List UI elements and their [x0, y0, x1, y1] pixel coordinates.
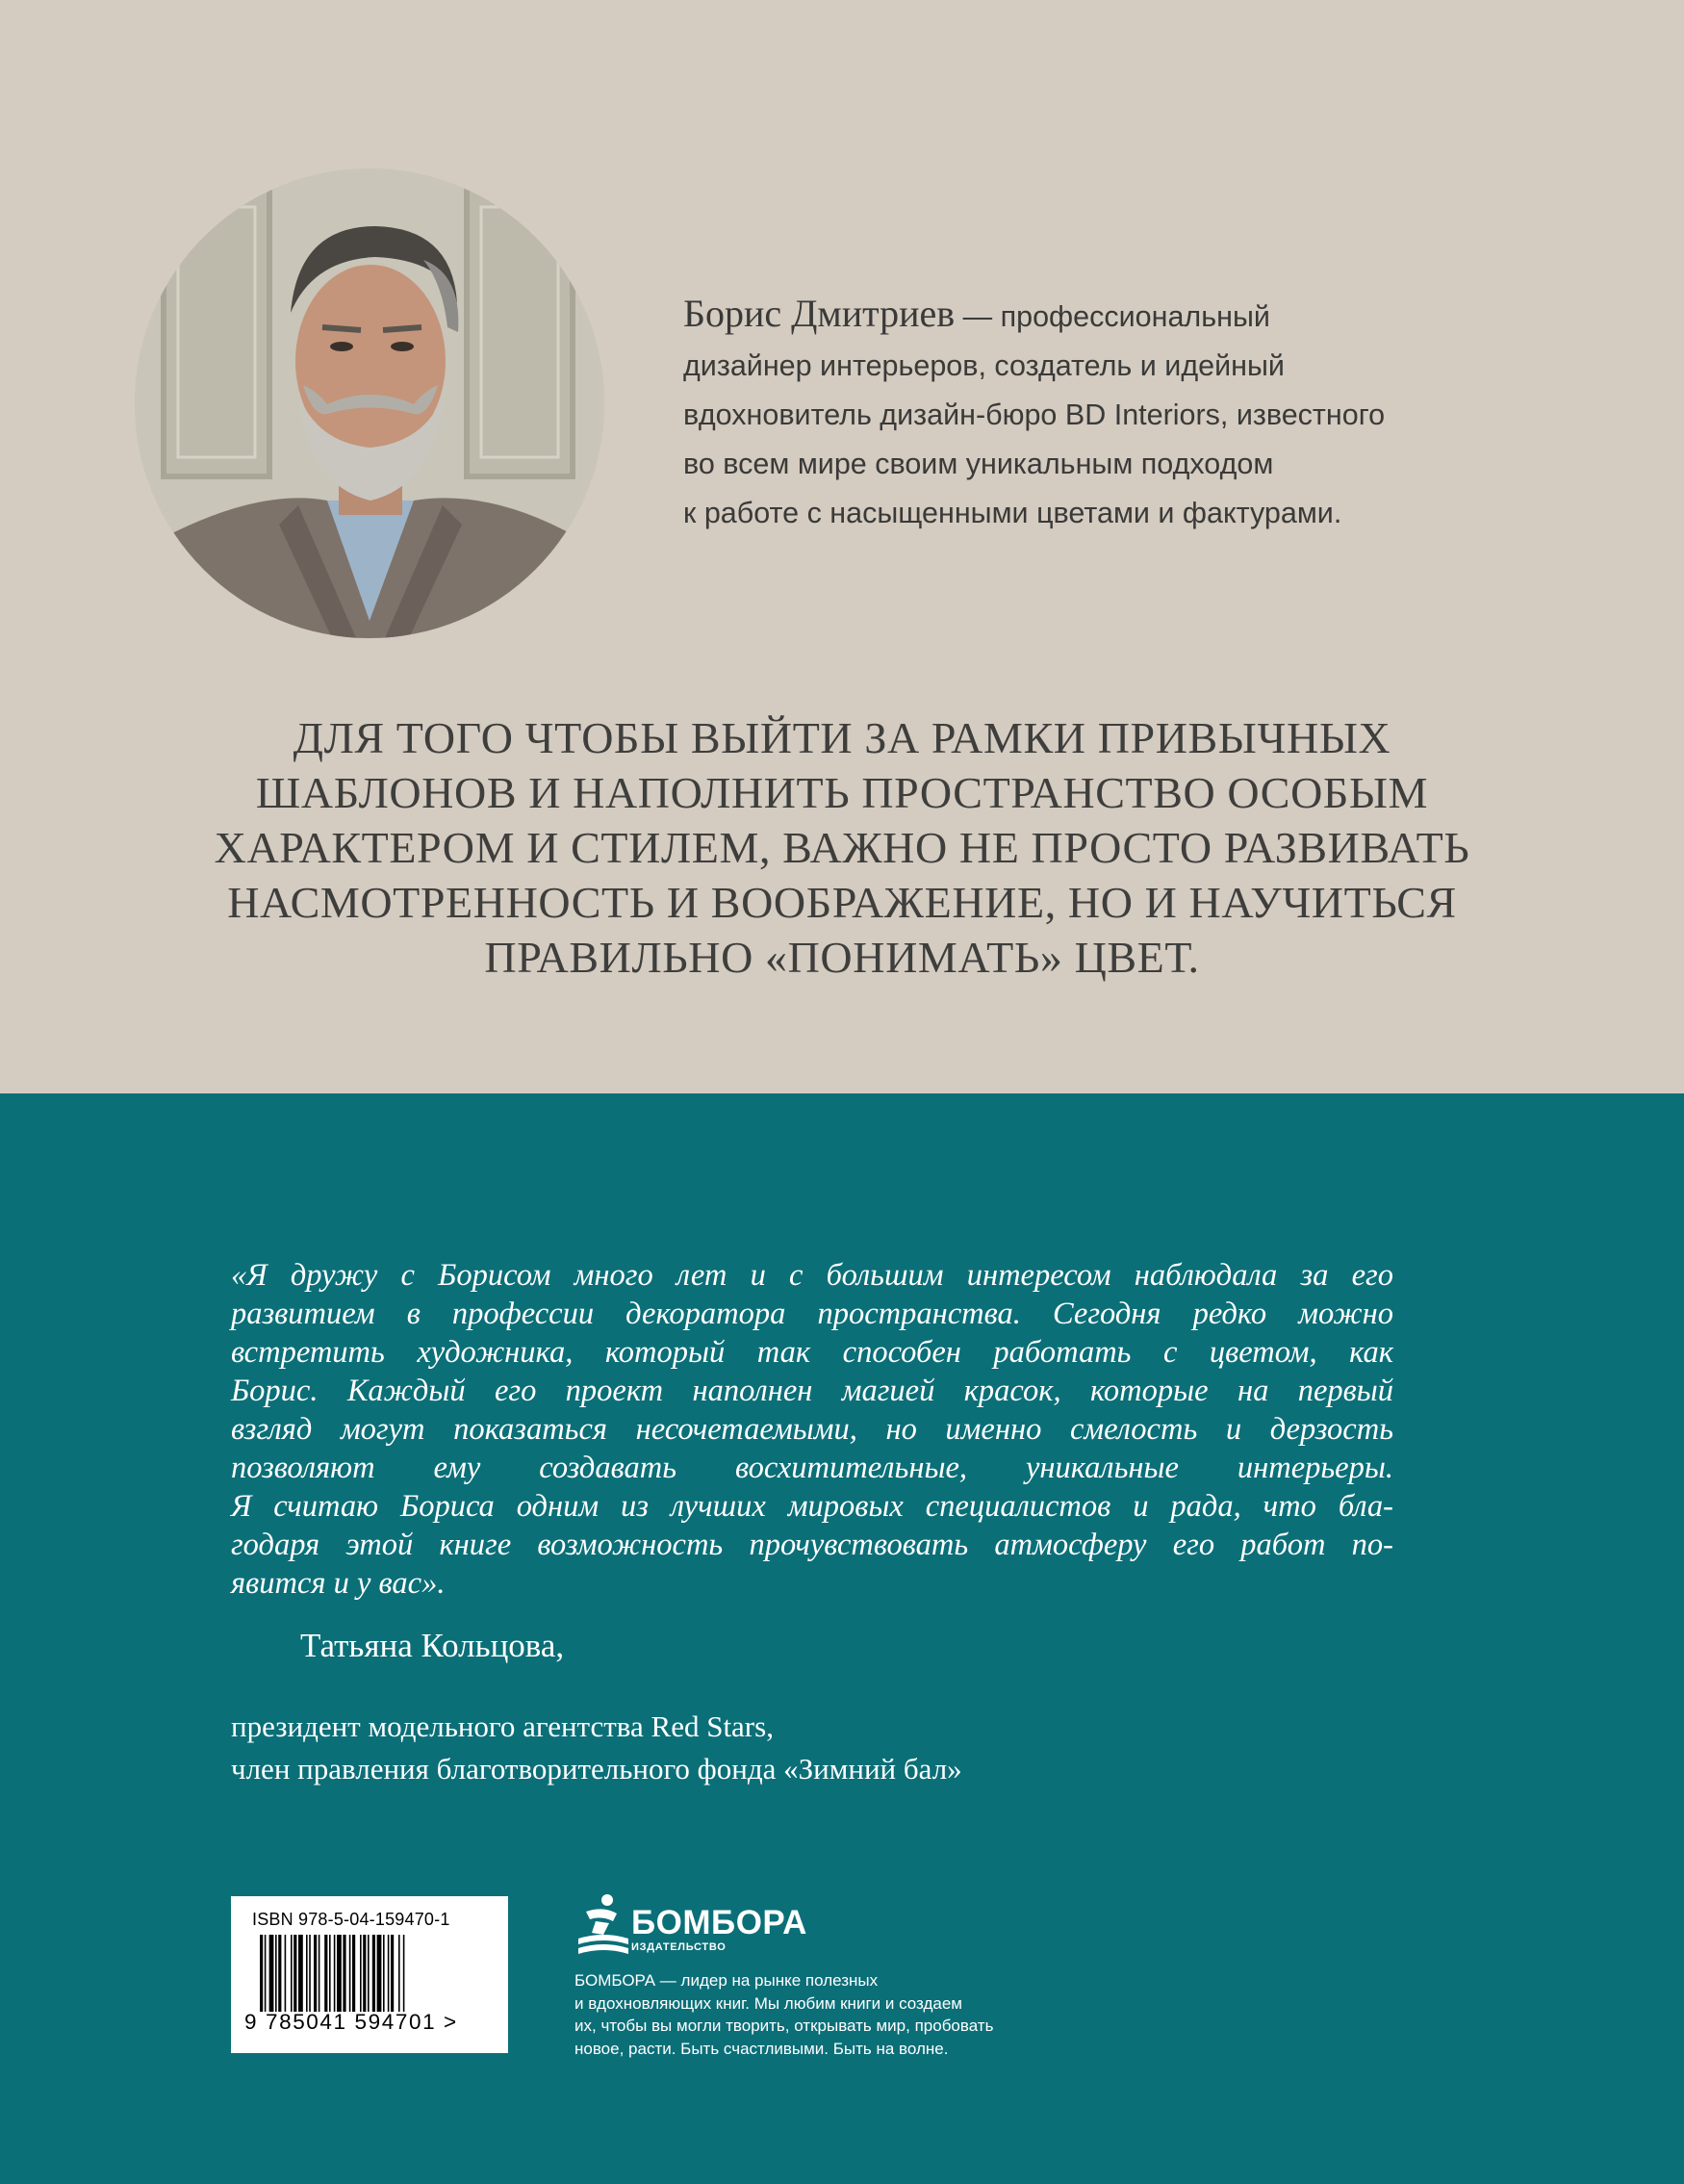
barcode-bar	[260, 1935, 263, 2012]
headline-line: ХАРАКТЕРОМ И СТИЛЕМ, ВАЖНО НЕ ПРОСТО РАЗВИВАТЬ	[214, 823, 1470, 872]
quote-line: явится и у вас».	[231, 1566, 446, 1601]
quote-line: «Я дружу с Борисом много лет и с большим интересом наблюдала за его	[231, 1258, 1393, 1293]
headline-line: НАСМОТРЕННОСТЬ И ВООБРАЖЕНИЕ, НО И НАУЧИТЬСЯ	[227, 878, 1457, 927]
headline-line: ДЛЯ ТОГО ЧТОБЫ ВЫЙТИ ЗА РАМКИ ПРИВЫЧНЫХ	[293, 713, 1391, 762]
barcode-bar	[403, 1935, 405, 2012]
headline-line: ШАБЛОНОВ И НАПОЛНИТЬ ПРОСТРАНСТВО ОСОБЫМ	[255, 768, 1429, 817]
quote-line: встретить художника, который так способен работать с цветом, как	[231, 1335, 1393, 1370]
barcode-bar	[377, 1935, 382, 2012]
bio-line: вдохновитель дизайн-бюро BD Interiors, известного	[683, 398, 1386, 431]
bio-dash-text: — профессиональный	[955, 300, 1270, 333]
author-bio	[683, 289, 1549, 538]
headline-line: ПРАВИЛЬНО «ПОНИМАТЬ» ЦВЕТ.	[484, 933, 1200, 982]
publisher-description-line: БОМБОРА — лидер на рынке полезных	[574, 1971, 879, 1990]
attribution-name: Татьяна Кольцова,	[300, 1627, 565, 1664]
isbn-text: ISBN 978-5-04-159470-1	[252, 1910, 450, 1929]
barcode-bar	[363, 1935, 366, 2012]
publisher-description-line: новое, расти. Быть счастливыми. Быть на волне.	[574, 2039, 949, 2058]
barcode-bar	[275, 1935, 277, 2012]
author-portrait-icon	[135, 168, 604, 638]
quote-line: взгляд могут показаться несочетаемыми, но именно смелость и дерзость	[231, 1412, 1393, 1447]
barcode-bar	[372, 1935, 375, 2012]
quote-line: Борис. Каждый его проект наполнен магией красок, которые на первый	[231, 1374, 1393, 1408]
barcode-bar	[388, 1935, 390, 2012]
barcode-bar	[319, 1935, 320, 2012]
barcode-bar	[334, 1935, 336, 2012]
bio-line: к работе с насыщенными цветами и фактурами.	[683, 497, 1342, 529]
bio-line: во всем мире своим уникальным подходом	[683, 448, 1274, 480]
publisher-subtitle: ИЗДАТЕЛЬСТВО	[631, 1941, 727, 1953]
barcode-bar	[368, 1935, 370, 2012]
barcode-bar	[314, 1935, 317, 2012]
publisher-name: БОМБОРА	[631, 1904, 807, 1941]
barcode-bar	[398, 1935, 400, 2012]
barcode-bar	[337, 1935, 342, 2012]
author-name: Борис Дмитриев	[683, 292, 956, 335]
barcode-bar	[278, 1935, 281, 2012]
quote-line: позволяют ему создавать восхитительные, уникальные интерьеры.	[231, 1451, 1393, 1485]
barcode-bar	[383, 1935, 385, 2012]
barcode-bar	[291, 1935, 293, 2012]
bio-line: дизайнер интерьеров, создатель и идейный	[683, 349, 1285, 382]
barcode-bar	[343, 1935, 345, 2012]
barcode-bar	[360, 1935, 362, 2012]
barcode-bar	[352, 1935, 355, 2012]
barcode-bar	[391, 1935, 394, 2012]
attribution-role: президент модельного агентства Red Stars,	[231, 1709, 774, 1743]
barcode-digits: 9 785041 594701 >	[244, 2010, 458, 2034]
barcode-bar	[349, 1935, 351, 2012]
barcode-bar	[298, 1935, 303, 2012]
publisher-description-line: их, чтобы вы могли творить, открывать мир, пробовать	[574, 2017, 994, 2035]
barcode-bar	[306, 1935, 308, 2012]
quote-line: развитием в профессии декоратора пространства. Сегодня редко можно	[231, 1297, 1393, 1331]
headline	[77, 710, 1607, 985]
barcode-bar	[293, 1935, 296, 2012]
barcode-bar	[285, 1935, 287, 2012]
quote-line: годаря этой книге возможность прочувствовать атмосферу его работ по-	[231, 1528, 1393, 1562]
publisher-description-line: и вдохновляющих книг. Мы любим книги и создаем	[574, 1993, 962, 2013]
barcode-bar	[265, 1935, 267, 2012]
barcode-bars-icon	[260, 1935, 481, 2012]
publisher-description	[574, 1969, 1036, 2060]
testimonial-quote	[231, 1256, 1393, 1603]
barcode-bar	[269, 1935, 274, 2012]
bombora-logo-icon	[574, 1892, 632, 1956]
bio-first-line	[683, 289, 1549, 342]
barcode-bar	[324, 1935, 327, 2012]
attribution-role: член правления благотворительного фонда «Зимний бал»	[231, 1752, 962, 1786]
barcode-bar	[329, 1935, 331, 2012]
barcode	[231, 1896, 508, 2053]
quote-line: Я считаю Бориса одним из лучших мировых специалистов и рада, что бла-	[231, 1489, 1393, 1524]
barcode-bar	[309, 1935, 311, 2012]
